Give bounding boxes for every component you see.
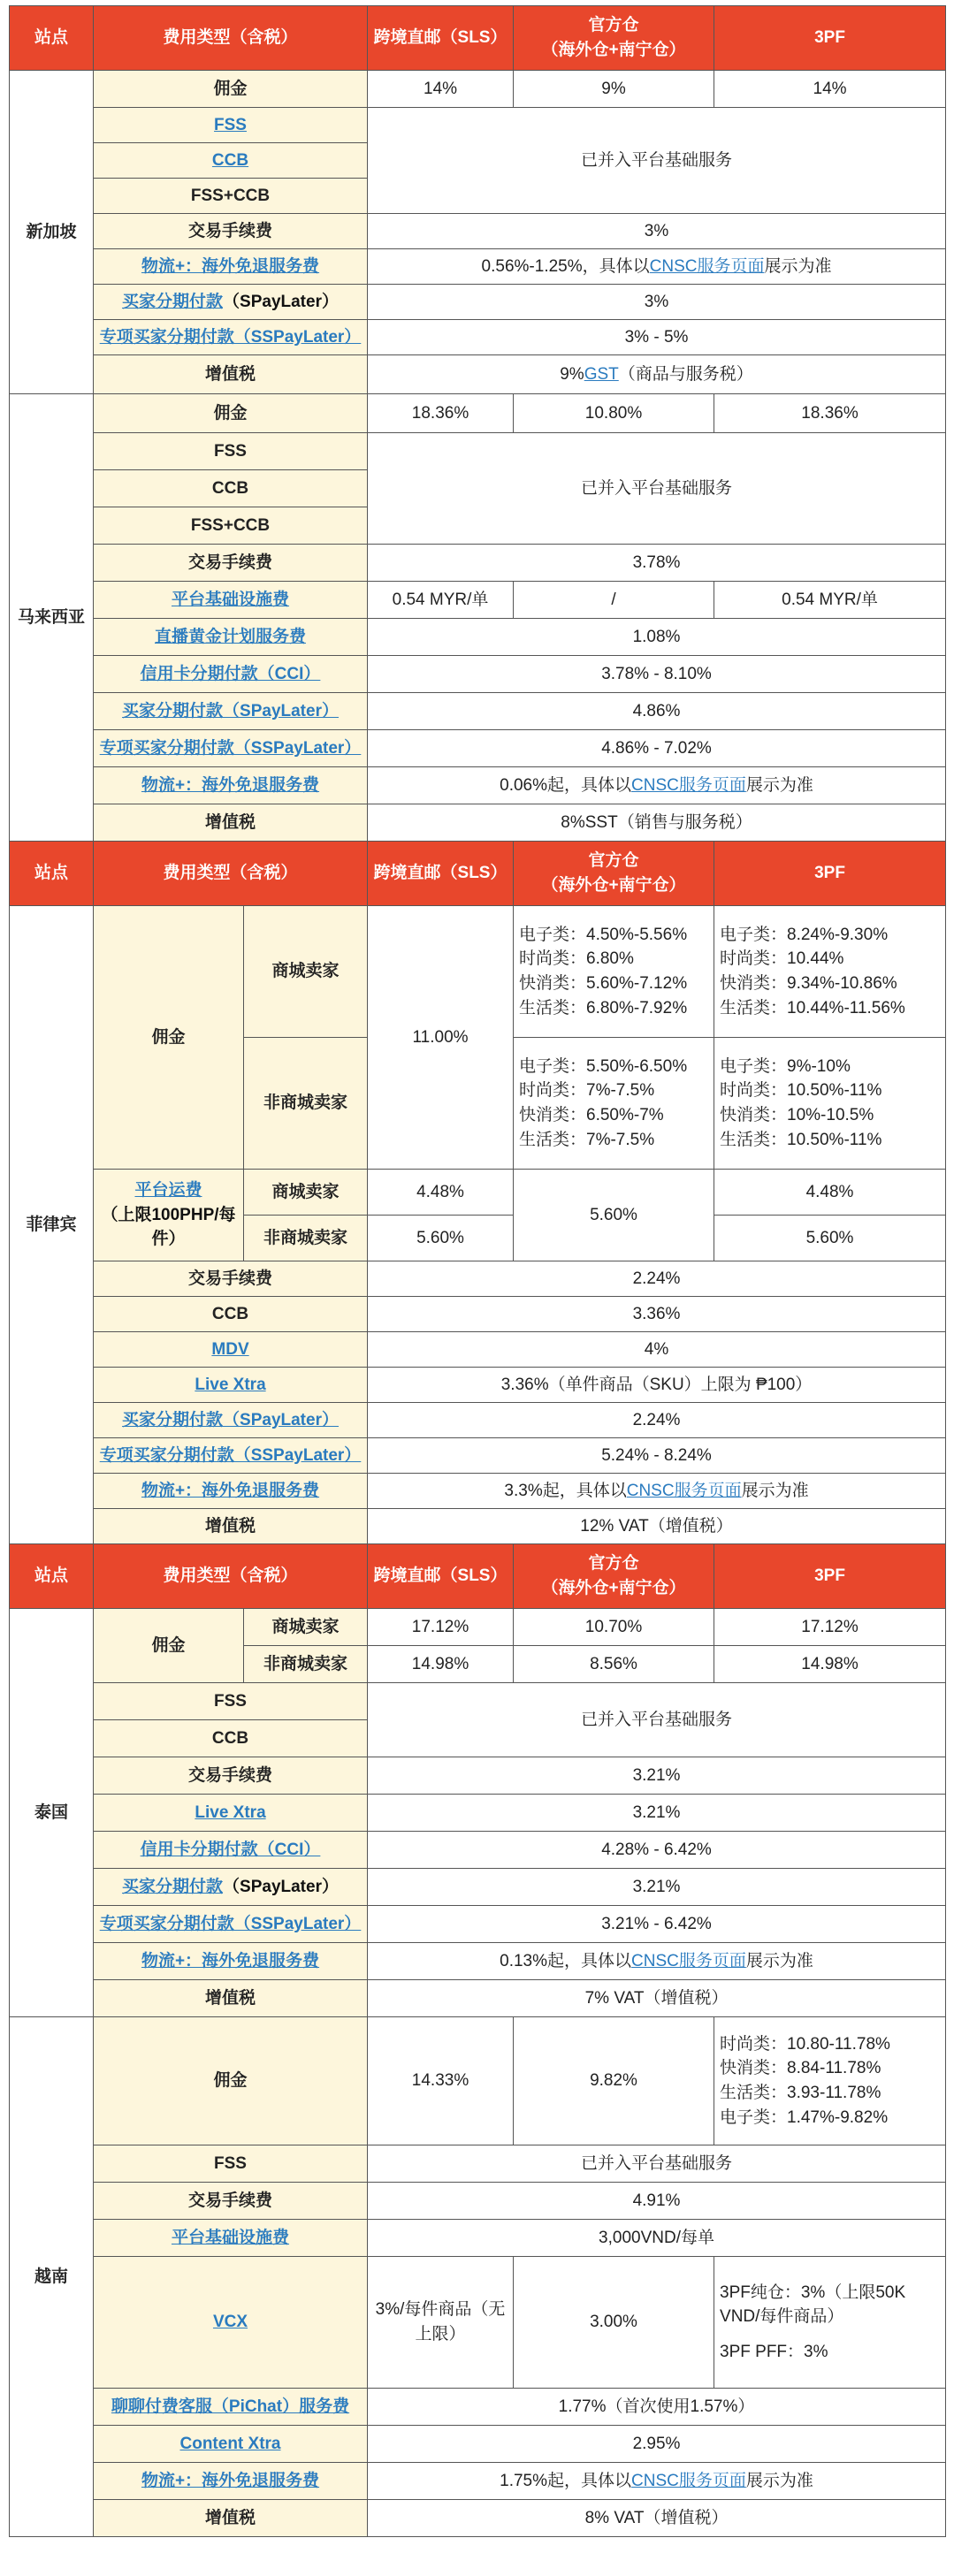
ph-official-mall [514,906,714,1038]
th-nonmall-tpf: 14.98% [714,1646,946,1683]
table-row [10,2017,946,2145]
table-row [10,1297,946,1332]
table-row [10,1403,946,1438]
ph-logistics-cnsc-link[interactable]: CNSC服务页面 [626,1481,742,1500]
sg-vat-label: 增值税 [94,355,368,394]
vn-txn-value: 4.91% [368,2183,946,2220]
ph-official-mall-2: 时尚类：6.80% [519,949,634,969]
ph-official-mall-3: 快消类：5.60%-7.12% [519,974,688,993]
vn-vat-value: 8% VAT（增值税） [368,2500,946,2537]
my-spaylater-value: 4.86% [368,693,946,730]
my-infra-cell [94,582,368,619]
ph-tpf-nonmall-4: 生活类：10.50%-11% [720,1130,882,1149]
table-row [10,1509,946,1544]
vn-fss-value: 已并入平台基础服务 [368,2145,946,2183]
ph-freight-cell [94,1170,244,1261]
th-cci-link[interactable]: 信用卡分期付款（CCI） [140,1840,321,1859]
vn-txn-label: 交易手续费 [94,2183,368,2220]
table-row [10,906,946,1038]
my-sspaylater-value: 4.86% - 7.02% [368,730,946,767]
ph-ccb-value: 3.36% [368,1297,946,1332]
vn-infra-value: 3,000VND/每单 [368,2220,946,2257]
th-logistics-cell [94,1943,368,1980]
table-row [10,582,946,619]
sg-vat-pre: 9% [560,364,584,384]
site-vietnam: 越南 [10,2017,94,2537]
ph-live-xtra-link[interactable]: Live Xtra [195,1375,266,1394]
ph-official-nonmall-2: 时尚类：7%-7.5% [519,1081,655,1101]
my-txn-label: 交易手续费 [94,545,368,582]
vn-content-xtra-link[interactable]: Content Xtra [179,2434,281,2453]
sg-ccb-link[interactable]: CCB [211,150,249,170]
ph-tpf-nonmall-1: 电子类：9%-10% [720,1056,851,1076]
vn-logistics-cell [94,2463,368,2500]
ph-logistics-cell [94,1474,368,1509]
ph-official-nonmall-3: 快消类：6.50%-7% [519,1106,664,1124]
vn-commission-sls: 14.33% [368,2017,514,2145]
header-official [514,1544,714,1609]
header-tpf: 3PF [714,842,946,906]
table-row [10,1261,946,1297]
table-row [10,1609,946,1646]
header-official-line1: 官方仓 [588,1554,639,1574]
th-sspaylater-cell [94,1906,368,1943]
vn-logistics-link[interactable]: 物流+：海外免退服务费 [141,2471,320,2490]
my-logistics-pre: 0.06%起，具体以 [500,775,632,795]
sg-commission-sls: 14% [368,71,514,108]
table-row [10,767,946,804]
th-nonmall-sls: 14.98% [368,1646,514,1683]
sg-commission-tpf: 14% [714,71,946,108]
th-nonmall-official: 8.56% [514,1646,714,1683]
ph-tpf-mall-4: 生活类：10.44%-11.56% [720,998,905,1017]
ph-freight-mall-sls: 4.48% [368,1170,514,1216]
ph-logistics-pre: 3.3%起，具体以 [504,1481,627,1500]
my-live-gold-value: 1.08% [368,619,946,656]
fee-table-container [9,5,945,2537]
header-site: 站点 [10,842,94,906]
my-spaylater-link[interactable]: 买家分期付款（SPayLater） [122,701,339,720]
table-row [10,656,946,693]
ph-tpf-mall-2: 时尚类：10.44% [720,949,844,969]
my-fss-label: FSS [94,433,368,470]
ph-commission-label: 佣金 [94,906,244,1170]
ph-freight-official: 5.60% [514,1170,714,1261]
vn-vcx-sls: 3%/每件商品（无上限） [368,2257,514,2389]
header-sls: 跨境直邮（SLS） [368,842,514,906]
sg-ccb-cell [94,143,368,179]
ph-official-nonmall [514,1038,714,1170]
th-fss-label: FSS [94,1683,368,1720]
ph-freight-nonmall-tpf: 5.60% [714,1216,946,1261]
header-official-line2: （海外仓+南宁仓） [541,876,686,895]
th-sspaylater-link[interactable]: 专项买家分期付款（SSPayLater） [99,1914,362,1933]
vn-logistics-cnsc-link[interactable]: CNSC服务页面 [631,2471,746,2490]
vn-vcx-cell [94,2257,368,2389]
my-logistics-cell [94,767,368,804]
table-row [10,433,946,470]
vn-infra-cell [94,2220,368,2257]
table-row [10,1368,946,1403]
header-sls: 跨境直邮（SLS） [368,6,514,71]
th-mall-tpf: 17.12% [714,1609,946,1646]
table-row [10,1906,946,1943]
vn-content-xtra-value: 2.95% [368,2426,946,2463]
table-row [10,1869,946,1906]
header-official-line1: 官方仓 [588,16,639,35]
header-fee-type: 费用类型（含税） [94,842,368,906]
my-ccb-label: CCB [94,470,368,507]
ph-vat-label: 增值税 [94,1509,368,1544]
sg-logistics-cell [94,249,368,285]
th-cci-value: 4.28% - 6.42% [368,1832,946,1869]
ph-mall-label: 商城卖家 [244,906,368,1038]
ph-sspaylater-cell [94,1438,368,1474]
sg-logistics-link[interactable]: 物流+：海外免退服务费 [141,256,320,276]
th-spaylater-value: 3.21% [368,1869,946,1906]
table-row [10,71,946,108]
header-site: 站点 [10,1544,94,1609]
my-live-gold-link[interactable]: 直播黄金计划服务费 [155,627,307,646]
vn-pichat-cell [94,2389,368,2426]
ph-freight-plain: （上限100PHP/每件） [101,1205,236,1249]
sg-commission-official: 9% [514,71,714,108]
table-row [10,394,946,433]
sg-fss-link[interactable]: FSS [214,115,247,134]
header-official-line1: 官方仓 [588,851,639,871]
ph-sspaylater-value: 5.24% - 8.24% [368,1438,946,1474]
my-infra-link[interactable]: 平台基础设施费 [172,590,290,609]
header-tpf: 3PF [714,1544,946,1609]
th-merged-value: 已并入平台基础服务 [368,1683,946,1757]
ph-tpf-mall [714,906,946,1038]
vn-logistics-post: 展示为准 [745,2471,813,2490]
table-row [10,1795,946,1832]
sg-logistics-post: 展示为准 [764,256,832,276]
my-vat-value: 8%SST（销售与服务税） [368,804,946,842]
my-infra-sls: 0.54 MYR/单 [368,582,514,619]
sg-logistics-pre: 0.56%-1.25%，具体以 [481,256,650,276]
vn-vcx-tpf [714,2257,946,2389]
th-vat-value: 7% VAT（增值税） [368,1980,946,2017]
table-row [10,545,946,582]
th-nonmall-label: 非商城卖家 [244,1646,368,1683]
th-live-xtra-link[interactable]: Live Xtra [195,1802,266,1822]
table-row [10,804,946,842]
th-logistics-pre: 0.13%起，具体以 [500,1951,632,1970]
table-header [10,1544,946,1609]
table-row [10,1438,946,1474]
table-row [10,1474,946,1509]
table-row [10,693,946,730]
vn-logistics-pre: 1.75%起，具体以 [500,2471,632,2490]
sg-txn-value: 3% [368,214,946,249]
th-mall-label: 商城卖家 [244,1609,368,1646]
ph-txn-label: 交易手续费 [94,1261,368,1297]
vn-pichat-link[interactable]: 聊聊付费客服（PiChat）服务费 [111,2397,350,2416]
ph-freight-mall-label: 商城卖家 [244,1170,368,1216]
table-row [10,108,946,143]
header-official-line2: （海外仓+南宁仓） [541,41,686,59]
th-logistics-value [368,1943,946,1980]
th-spaylater-cell [94,1869,368,1906]
vn-vcx-tpf-line2: 3PF PFF：3% [720,2342,828,2361]
table-row [10,2257,946,2389]
ph-official-mall-4: 生活类：6.80%-7.92% [519,998,688,1017]
ph-tpf-nonmall-2: 时尚类：10.50%-11% [720,1081,882,1101]
my-cci-value: 3.78% - 8.10% [368,656,946,693]
table-row [10,1170,946,1216]
my-merged-value: 已并入平台基础服务 [368,433,946,545]
vn-fss-label: FSS [94,2145,368,2183]
my-commission-sls: 18.36% [368,394,514,433]
my-live-gold-cell [94,619,368,656]
vn-vcx-tpf-spacer [720,2329,940,2340]
table-row [10,1332,946,1368]
table-header [10,6,946,71]
table-row [10,2426,946,2463]
my-logistics-link[interactable]: 物流+：海外免退服务费 [141,775,320,795]
table-row [10,2145,946,2183]
header-official [514,842,714,906]
th-vat-label: 增值税 [94,1980,368,2017]
table-row [10,1980,946,2017]
table-row [10,249,946,285]
th-mall-official: 10.70% [514,1609,714,1646]
sg-commission-label: 佣金 [94,71,368,108]
ph-freight-nonmall-sls: 5.60% [368,1216,514,1261]
table-row [10,619,946,656]
table-row [10,214,946,249]
sg-sspaylater-value: 3% - 5% [368,320,946,355]
my-commission-tpf: 18.36% [714,394,946,433]
header-official-line2: （海外仓+南宁仓） [541,1579,686,1597]
sg-vat-value [368,355,946,394]
vn-commission-tpf-2: 快消类：8.84-11.78% [720,2059,881,2078]
vn-commission-tpf-1: 时尚类：10.80-11.78% [720,2034,890,2054]
my-infra-tpf: 0.54 MYR/单 [714,582,946,619]
table-row [10,2220,946,2257]
th-logistics-post: 展示为准 [745,1951,813,1970]
th-commission-label: 佣金 [94,1609,244,1683]
table-row [10,355,946,394]
site-philippines: 菲律宾 [10,906,94,1544]
my-txn-value: 3.78% [368,545,946,582]
my-cci-link[interactable]: 信用卡分期付款（CCI） [140,664,321,683]
ph-official-mall-1: 电子类：4.50%-5.56% [519,925,688,944]
ph-txn-value: 2.24% [368,1261,946,1297]
sg-merged-value: 已并入平台基础服务 [368,108,946,214]
header-tpf: 3PF [714,6,946,71]
table-row [10,1683,946,1720]
my-cci-cell [94,656,368,693]
sg-logistics-value [368,249,946,285]
sg-sspaylater-cell [94,320,368,355]
th-sspaylater-value: 3.21% - 6.42% [368,1906,946,1943]
sg-logistics-cnsc-link[interactable]: CNSC服务页面 [649,256,765,276]
my-infra-official: / [514,582,714,619]
vn-logistics-value [368,2463,946,2500]
th-spaylater-link[interactable]: 买家分期付款 [122,1877,224,1896]
sg-fss-cell [94,108,368,143]
ph-vat-value: 12% VAT（增值税） [368,1509,946,1544]
fee-table [9,5,946,2537]
sg-spaylater-cell [94,285,368,320]
table-row [10,285,946,320]
sg-vat-post: （商品与服务税） [618,364,753,384]
ph-official-nonmall-1: 电子类：5.50%-6.50% [519,1056,688,1076]
ph-commission-sls: 11.00% [368,906,514,1170]
table-row [10,2183,946,2220]
table-row [10,1943,946,1980]
ph-tpf-mall-3: 快消类：9.34%-10.86% [720,974,897,993]
my-fss-ccb-label: FSS+CCB [94,507,368,545]
vn-vcx-link[interactable]: VCX [212,2313,248,2332]
vn-vcx-tpf-line1: 3PF纯仓：3%（上限50K VND/每件商品） [720,2283,906,2327]
ph-live-xtra-cell [94,1368,368,1403]
vn-content-xtra-cell [94,2426,368,2463]
ph-tpf-mall-1: 电子类：8.24%-9.30% [720,925,889,944]
sg-spaylater-plain: （SPayLater） [223,292,339,311]
ph-logistics-value [368,1474,946,1509]
site-thailand: 泰国 [10,1609,94,2017]
ph-logistics-link[interactable]: 物流+：海外免退服务费 [141,1481,320,1500]
table-row [10,1832,946,1869]
ph-sspaylater-link[interactable]: 专项买家分期付款（SSPayLater） [99,1445,362,1465]
ph-mdv-value: 4% [368,1332,946,1368]
th-cci-cell [94,1832,368,1869]
th-txn-label: 交易手续费 [94,1757,368,1795]
ph-mdv-cell [94,1332,368,1368]
header-fee-type: 费用类型（含税） [94,6,368,71]
my-logistics-value [368,767,946,804]
table-row [10,2463,946,2500]
vn-vcx-official: 3.00% [514,2257,714,2389]
th-logistics-link[interactable]: 物流+：海外免退服务费 [141,1951,320,1970]
my-logistics-cnsc-link[interactable]: CNSC服务页面 [631,775,746,795]
ph-live-xtra-value: 3.36%（单件商品（SKU）上限为 ₱100） [368,1368,946,1403]
vn-infra-link[interactable]: 平台基础设施费 [172,2228,290,2247]
ph-mdv-link[interactable]: MDV [211,1339,249,1359]
sg-spaylater-link[interactable]: 买家分期付款 [122,292,224,311]
sg-txn-label: 交易手续费 [94,214,368,249]
th-ccb-label: CCB [94,1720,368,1757]
table-row [10,2389,946,2426]
my-logistics-post: 展示为准 [745,775,813,795]
my-commission-label: 佣金 [94,394,368,433]
ph-freight-link[interactable]: 平台运费 [134,1181,202,1200]
th-live-xtra-value: 3.21% [368,1795,946,1832]
header-official [514,6,714,71]
ph-ccb-label: CCB [94,1297,368,1332]
vn-commission-official: 9.82% [514,2017,714,2145]
th-mall-sls: 17.12% [368,1609,514,1646]
table-row [10,320,946,355]
header-fee-type: 费用类型（含税） [94,1544,368,1609]
th-logistics-cnsc-link[interactable]: CNSC服务页面 [631,1951,746,1970]
vn-commission-tpf-4: 电子类：1.47%-9.82% [720,2107,889,2127]
vn-vat-label: 增值税 [94,2500,368,2537]
site-singapore: 新加坡 [10,71,94,394]
ph-freight-mall-tpf: 4.48% [714,1170,946,1216]
site-malaysia: 马来西亚 [10,394,94,842]
th-txn-value: 3.21% [368,1757,946,1795]
table-row [10,730,946,767]
ph-tpf-nonmall [714,1038,946,1170]
my-sspaylater-cell [94,730,368,767]
ph-spaylater-link[interactable]: 买家分期付款（SPayLater） [122,1410,339,1429]
ph-freight-nonmall-label: 非商城卖家 [244,1216,368,1261]
ph-spaylater-value: 2.24% [368,1403,946,1438]
sg-fss-ccb-label: FSS+CCB [94,179,368,214]
table-row [10,2500,946,2537]
my-sspaylater-link[interactable]: 专项买家分期付款（SSPayLater） [99,738,362,758]
th-live-xtra-cell [94,1795,368,1832]
my-spaylater-cell [94,693,368,730]
ph-nonmall-label: 非商城卖家 [244,1038,368,1170]
sg-spaylater-value: 3% [368,285,946,320]
th-spaylater-plain: （SPayLater） [223,1877,339,1896]
sg-gst-link[interactable]: GST [584,364,619,384]
vn-commission-tpf [714,2017,946,2145]
vn-commission-tpf-3: 生活类：3.93-11.78% [720,2084,881,2102]
header-sls: 跨境直邮（SLS） [368,1544,514,1609]
my-vat-label: 增值税 [94,804,368,842]
ph-tpf-nonmall-3: 快消类：10%-10.5% [720,1106,874,1124]
vn-pichat-value: 1.77%（首次使用1.57%） [368,2389,946,2426]
header-site: 站点 [10,6,94,71]
my-commission-official: 10.80% [514,394,714,433]
table-header [10,842,946,906]
sg-sspaylater-link[interactable]: 专项买家分期付款（SSPayLater） [99,327,362,347]
ph-logistics-post: 展示为准 [741,1481,809,1500]
ph-spaylater-cell [94,1403,368,1438]
vn-commission-label: 佣金 [94,2017,368,2145]
table-row [10,1757,946,1795]
ph-official-nonmall-4: 生活类：7%-7.5% [519,1130,655,1149]
